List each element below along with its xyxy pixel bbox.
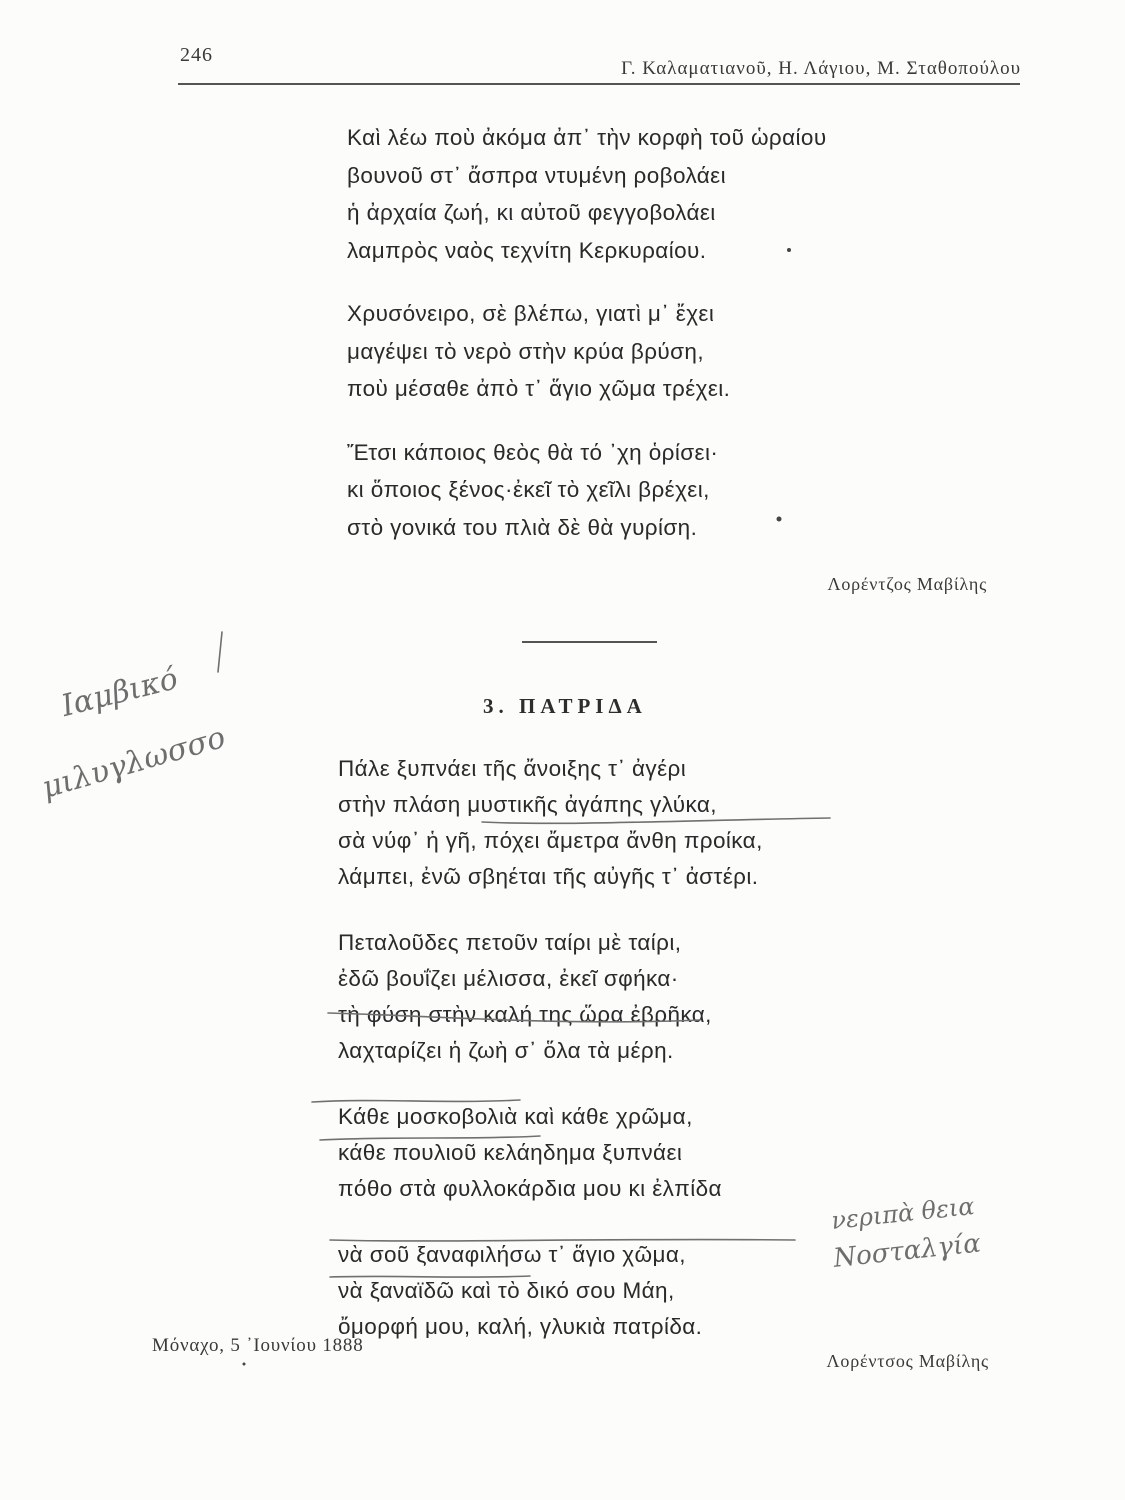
verse-line: τὴ φύση στὴν καλή της ὥρα ἐβρῆκα, (338, 1002, 712, 1027)
dateline: Μόναχο, 5 ᾽Ιουνίου 1888 (152, 1335, 364, 1356)
handwritten-note: Ιαμβικό (58, 661, 182, 724)
verse-line: ἡ ἀρχαία ζωή, κι αὐτοῦ φεγγοβολάει (347, 200, 716, 225)
handwritten-note: νεριπὰ θεια (830, 1191, 976, 1235)
poem-excerpt (347, 119, 827, 572)
handwritten-note: μιλυγλωσσο (38, 719, 230, 806)
verse-line: βουνοῦ στ᾽ ἄσπρα ντυμένη ροβολάει (347, 162, 727, 188)
stanza (338, 925, 763, 1069)
verse-line: Πεταλοῦδες πετοῦν ταίρι μὲ ταίρι, (338, 930, 682, 955)
stanza (338, 751, 763, 895)
verse-line: κάθε πουλιοῦ κελάηδημα ξυπνάει (338, 1140, 683, 1165)
pencil-dot (243, 1363, 246, 1366)
stanza (347, 295, 827, 408)
page-number: 246 (180, 44, 213, 66)
poem-author: Λορέντζος Μαβίλης (827, 574, 987, 594)
verse-line: λαμπρὸς ναὸς τεχνίτη Κερκυραίου. (347, 237, 707, 263)
handwritten-note: Νοσταλγία (832, 1228, 983, 1274)
verse-line: πόθο στὰ φυλλοκάρδια μου κι ἐλπίδα (338, 1176, 722, 1201)
stanza (338, 1237, 763, 1345)
verse-line: Πάλε ξυπνάει τῆς ἄνοιξης τ᾽ ἀγέρι (338, 756, 687, 781)
running-head: Γ. Καλαματιανοῦ, Η. Λάγιου, Μ. Σταθοπούλου (621, 58, 1021, 79)
verse-line: Καὶ λέω ποὺ ἀκόμα ἀπ᾽ τὴν κορφὴ τοῦ ὡραίου (347, 125, 827, 150)
poem-title: 3. ΠΑΤΡΙΔΑ (483, 694, 647, 718)
verse-line: νὰ σοῦ ξαναφιλήσω τ᾽ ἅγιο χῶμα, (338, 1242, 686, 1267)
verse-line: Χρυσόνειρο, σὲ βλέπω, γιατὶ μ᾽ ἔχει (347, 301, 715, 326)
verse-line: στὸ γονικά του πλιὰ δὲ θὰ γυρίση. (347, 514, 698, 540)
verse-line: ἐδῶ βουΐζει μέλισσα, ἐκεῖ σφήκα· (338, 966, 679, 991)
section-separator (522, 641, 657, 643)
verse-line: ποὺ μέσαθε ἀπὸ τ᾽ ἅγιο χῶμα τρέχει. (347, 376, 731, 401)
stanza (347, 119, 827, 269)
verse-line: Ἔτσι κάποιος θεὸς θὰ τό ᾽χη ὁρίσει· (347, 439, 719, 465)
verse-line: κι ὅποιος ξένος·ἐκεῖ τὸ χεῖλι βρέχει, (347, 477, 710, 502)
verse-line: Κάθε μοσκοβολιὰ καὶ κάθε χρῶμα, (338, 1104, 693, 1129)
pencil-tick (218, 632, 222, 672)
verse-line: λάμπει, ἐνῶ σβηέται τῆς αὐγῆς τ᾽ ἀστέρι. (338, 864, 759, 889)
verse-line: σὰ νύφ᾽ ἡ γῆ, πόχει ἄμετρα ἄνθη προίκα, (338, 828, 763, 853)
poem-author: Λορέντσος Μαβίλης (826, 1351, 989, 1371)
stanza (338, 1099, 763, 1207)
poem-patrida (338, 751, 763, 1375)
verse-line: στὴν πλάση μυστικῆς ἀγάπης γλύκα, (338, 792, 717, 817)
verse-line: λαχταρίζει ἡ ζωὴ σ᾽ ὅλα τὰ μέρη. (338, 1038, 674, 1063)
stanza (347, 434, 827, 547)
header-rule (178, 83, 1020, 85)
verse-line: ὄμορφή μου, καλή, γλυκιὰ πατρίδα. (338, 1314, 703, 1339)
verse-line: μαγέψει τὸ νερὸ στὴν κρύα βρύση, (347, 338, 704, 364)
verse-line: νὰ ξαναϊδῶ καὶ τὸ δικό σου Μάη, (338, 1278, 675, 1303)
